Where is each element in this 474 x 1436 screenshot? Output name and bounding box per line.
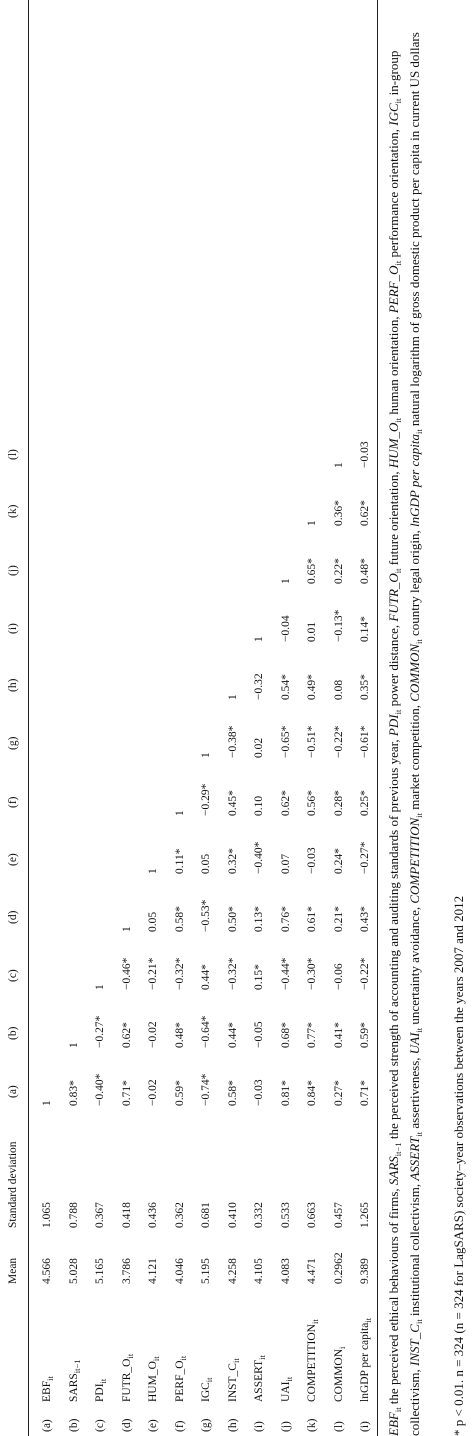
- table-row: [275, 0, 297, 1436]
- correlation-cell: 0.71*: [120, 1080, 133, 1106]
- correlation-cell: −0.30*: [306, 957, 318, 990]
- row-id: (d): [120, 1418, 133, 1432]
- header-col-letter: (d): [7, 910, 19, 924]
- correlation-cell: 0.62*: [279, 790, 292, 816]
- correlation-cell: −0.13*: [332, 609, 345, 642]
- correlation-cell: −0.32*: [173, 957, 186, 990]
- correlation-cell: 1: [226, 694, 239, 700]
- row-id: (k): [306, 1418, 318, 1432]
- row-standard-deviation: 0.681: [200, 1202, 212, 1228]
- row-variable: [354, 1318, 376, 1402]
- row-standard-deviation: 0.663: [306, 1202, 318, 1228]
- correlation-cell: −0.02: [147, 1079, 159, 1106]
- correlation-cell: 0.71*: [359, 1080, 371, 1106]
- correlation-cell: 1: [306, 520, 318, 526]
- correlation-cell: 0.68*: [279, 1022, 292, 1048]
- correlation-cell: 1: [67, 1042, 80, 1048]
- correlation-cell: 0.58*: [226, 1080, 239, 1106]
- correlation-cell: 1: [120, 926, 133, 932]
- correlation-cell: −0.02: [147, 1021, 159, 1048]
- correlation-cell: 0.35*: [359, 674, 371, 700]
- correlation-cell: −0.51*: [306, 725, 318, 758]
- correlation-cell: 0.49*: [306, 674, 318, 700]
- correlation-cell: 0.81*: [279, 1080, 292, 1106]
- variable-name: INST_C: [226, 1363, 239, 1402]
- variable-subscript: it: [230, 1358, 241, 1364]
- correlation-cell: −0.38*: [226, 725, 239, 758]
- row-mean: 3.786: [120, 1258, 133, 1284]
- correlation-cell: −0.40*: [94, 1073, 106, 1106]
- correlation-cell: 0.84*: [306, 1080, 318, 1106]
- correlation-cell: 0.15*: [253, 964, 265, 990]
- table-notes-significance: * p < 0.01. n = 324 (n = 324 for LagSARS) society–year observations between the years 2007 and 2012: [451, 895, 466, 1436]
- variable-name: FUTR_O: [120, 1358, 133, 1402]
- row-id: (l): [332, 1421, 345, 1432]
- correlation-cell: 1: [94, 984, 106, 990]
- correlation-cell: 0.36*: [332, 500, 345, 526]
- correlation-cell: 0.65*: [306, 558, 318, 584]
- correlation-cell: 0.11*: [173, 848, 186, 874]
- variable-subscript: it: [363, 1317, 373, 1323]
- table-row: [301, 0, 323, 1436]
- row-variable: [328, 1347, 350, 1402]
- row-mean: 4.083: [279, 1258, 292, 1284]
- correlation-cell: 0.83*: [67, 1080, 80, 1106]
- row-id: (i): [253, 1421, 265, 1432]
- table-row: [248, 0, 270, 1436]
- variable-name: COMPETITION: [306, 1324, 318, 1402]
- variable-subscript: it: [45, 1376, 55, 1381]
- variable-name: SARS: [67, 1373, 80, 1402]
- correlation-cell: 0.41*: [332, 1022, 345, 1048]
- row-standard-deviation: 0.418: [120, 1202, 133, 1228]
- row-variable: [301, 1319, 323, 1402]
- correlation-cell: 1: [173, 810, 186, 816]
- row-mean: 5.028: [67, 1258, 80, 1284]
- header-col-letter: (a): [7, 1085, 19, 1098]
- row-variable: [89, 1379, 111, 1402]
- row-standard-deviation: 0.362: [173, 1202, 186, 1228]
- correlation-cell: −0.40*: [253, 841, 265, 874]
- correlation-cell: −0.04: [279, 615, 292, 642]
- header-col-letter: (l): [7, 449, 19, 460]
- row-id: (j): [279, 1421, 292, 1432]
- correlation-cell: 0.48*: [359, 558, 371, 584]
- correlation-cell: −0.53*: [200, 899, 212, 932]
- table-row: [142, 0, 164, 1436]
- correlation-cell: 0.62*: [359, 500, 371, 526]
- variable-subscript: it: [204, 1377, 214, 1383]
- correlation-cell: −0.65*: [279, 725, 292, 758]
- row-mean: 4.471: [306, 1258, 318, 1284]
- correlation-cell: 0.07: [279, 853, 292, 874]
- correlation-cell: −0.21*: [147, 957, 159, 990]
- row-standard-deviation: 0.367: [94, 1202, 106, 1228]
- correlation-cell: 0.59*: [359, 1022, 371, 1048]
- variable-name: lnGDP per capita: [359, 1322, 371, 1402]
- row-mean: 4.121: [147, 1258, 159, 1284]
- row-standard-deviation: 0.533: [279, 1202, 292, 1228]
- row-standard-deviation: 0.788: [67, 1202, 80, 1228]
- row-id: (b): [67, 1418, 80, 1432]
- correlation-cell: 1: [279, 578, 292, 584]
- row-standard-deviation: 0.410: [226, 1202, 239, 1228]
- correlation-cell: 0.22*: [332, 558, 345, 584]
- correlation-cell: −0.27*: [94, 1015, 106, 1048]
- variable-name: PDI: [94, 1383, 106, 1402]
- correlation-cell: 0.21*: [332, 906, 345, 932]
- variable-name: COMMON: [332, 1348, 345, 1402]
- correlation-cell: 0.76*: [279, 906, 292, 932]
- row-variable: [195, 1377, 217, 1402]
- header-col-letter: (i): [7, 623, 19, 634]
- correlation-cell: 0.14*: [359, 616, 371, 642]
- correlation-cell: −0.46*: [120, 957, 133, 990]
- variable-subscript: it: [177, 1355, 188, 1361]
- header-standard-deviation: Standard deviation: [7, 1141, 19, 1228]
- table-row: [36, 0, 58, 1436]
- correlation-cell: 0.05: [200, 853, 212, 874]
- row-standard-deviation: 1.265: [359, 1202, 371, 1228]
- row-id: (h): [226, 1418, 239, 1432]
- correlation-cell: −0.03: [306, 847, 318, 874]
- correlation-cell: −0.32*: [226, 957, 239, 990]
- variable-subscript: it: [151, 1356, 161, 1362]
- correlation-cell: 0.44*: [200, 964, 212, 990]
- header-mean: Mean: [7, 1257, 19, 1284]
- row-id: (c): [94, 1419, 106, 1432]
- header-col-letter: (c): [7, 969, 19, 982]
- table-row: [169, 0, 191, 1436]
- table-row: [354, 0, 376, 1436]
- correlation-cell: 1: [41, 1100, 53, 1106]
- table-row: [89, 0, 111, 1436]
- correlation-cell: 0.10: [253, 795, 265, 816]
- row-variable: [63, 1359, 85, 1402]
- header-col-letter: (e): [7, 853, 19, 866]
- correlation-cell: 0.50*: [226, 906, 239, 932]
- correlation-cell: 0.27*: [332, 1080, 345, 1106]
- correlation-cell: −0.29*: [200, 783, 212, 816]
- correlation-cell: 0.13*: [253, 906, 265, 932]
- variable-subscript: it: [310, 1319, 320, 1325]
- correlation-cell: 0.32*: [226, 848, 239, 874]
- header-col-letter: (h): [7, 678, 19, 692]
- row-mean: 4.566: [41, 1258, 53, 1284]
- variable-name: PERF_O: [173, 1360, 186, 1402]
- variable-subscript: it−1: [71, 1359, 82, 1374]
- correlation-cell: −0.74*: [200, 1073, 212, 1106]
- correlation-cell: 0.45*: [226, 790, 239, 816]
- correlation-cell: −0.06: [332, 963, 345, 990]
- row-mean: 5.195: [200, 1258, 212, 1284]
- row-id: (g): [200, 1418, 212, 1432]
- variable-name: IGC: [200, 1382, 212, 1402]
- correlation-cell: 0.56*: [306, 790, 318, 816]
- row-variable: [116, 1354, 138, 1402]
- correlation-cell: 0.62*: [120, 1022, 133, 1048]
- correlation-cell: 0.44*: [226, 1022, 239, 1048]
- variable-subscript: i: [336, 1346, 347, 1349]
- correlation-cell: −0.64*: [200, 1015, 212, 1048]
- correlation-cell: 0.77*: [306, 1022, 318, 1048]
- correlation-cell: 1: [200, 752, 212, 758]
- variable-name: EBF: [41, 1380, 53, 1402]
- correlation-cell: 0.43*: [359, 906, 371, 932]
- correlation-cell: 1: [147, 868, 159, 874]
- header-col-letter: (j): [7, 565, 19, 576]
- row-mean: 4.046: [173, 1258, 186, 1284]
- row-mean: 4.258: [226, 1258, 239, 1284]
- table-row: [116, 0, 138, 1436]
- variable-name: HUM_O: [147, 1361, 159, 1402]
- variable-subscript: it: [98, 1378, 108, 1384]
- row-standard-deviation: 0.332: [253, 1202, 265, 1228]
- correlation-cell: 1: [332, 462, 345, 468]
- correlation-cell: −0.03: [359, 441, 371, 468]
- correlation-cell: 0.24*: [332, 848, 345, 874]
- correlation-cell: −0.44*: [279, 957, 292, 990]
- row-variable: [222, 1358, 244, 1402]
- correlation-cell: 0.25*: [359, 790, 371, 816]
- row-standard-deviation: 0.436: [147, 1202, 159, 1228]
- table-bottom-rule: [377, 0, 378, 1436]
- row-mean: 9.389: [359, 1258, 371, 1284]
- row-id: (i): [359, 1421, 371, 1432]
- correlation-cell: −0.32: [253, 673, 265, 700]
- row-id: (f): [173, 1420, 186, 1432]
- table-row: [63, 0, 85, 1436]
- table-row: [328, 0, 350, 1436]
- correlation-cell: 0.05: [147, 911, 159, 932]
- correlation-cell: −0.03: [253, 1079, 265, 1106]
- row-mean: 4.105: [253, 1258, 265, 1284]
- table-row: [222, 0, 244, 1436]
- correlation-cell: 0.54*: [279, 674, 292, 700]
- correlation-cell: 0.08: [332, 679, 345, 700]
- row-mean: 5.165: [94, 1258, 106, 1284]
- correlation-cell: 0.02: [253, 737, 265, 758]
- row-variable: [36, 1376, 58, 1402]
- row-standard-deviation: 0.457: [332, 1202, 345, 1228]
- header-col-letter: (b): [7, 1026, 19, 1040]
- row-variable: [169, 1356, 191, 1402]
- correlation-cell: 0.61*: [306, 906, 318, 932]
- variable-subscript: it: [124, 1353, 135, 1359]
- row-variable: [142, 1356, 164, 1402]
- row-variable: [275, 1377, 297, 1402]
- header-col-letter: (g): [7, 736, 19, 750]
- correlation-cell: −0.22*: [359, 957, 371, 990]
- variable-subscript: it: [283, 1376, 294, 1382]
- correlation-cell: 0.59*: [173, 1080, 186, 1106]
- variable-name: UAI: [279, 1381, 292, 1402]
- row-id: (e): [147, 1419, 159, 1432]
- variable-name: ASSERT: [253, 1359, 265, 1402]
- table-notes-definitions: $EBF_{it}$ the perceived ethical behaviours of firms, $SARS_{it-1}$ the perceived strength of accounting and auditing standards of previous year, $PDI_{it}$ power distance, $FUTR\_O_{it}$ future orientation, $HUM\_O_{it}$ human orientation, $PERF\_O_{it}$ performance orientation, $IGC_{it}$ in-group collectivism, $INST\_C_{it}$ institutional collectivism, $ASSERT_{it}$ assertiveness, $UAI_{it}$ uncertainty avoidance, $COMPETITION_{it}$ market competition, $COMMON_{it}$ country legal origin, lnGDP per capita$_{it}$ natural logarithm of gross domestic product per capita in current US dollars: [386, 32, 424, 1436]
- row-mean: 0.2962: [332, 1252, 345, 1284]
- correlation-cell: −0.27*: [359, 841, 371, 874]
- correlation-cell: −0.22*: [332, 725, 345, 758]
- header-col-letter: (f): [7, 796, 19, 808]
- row-standard-deviation: 1.065: [41, 1202, 53, 1228]
- header-col-letter: (k): [7, 504, 19, 518]
- correlation-cell: 1: [253, 636, 265, 642]
- correlation-cell: 0.01: [306, 621, 318, 642]
- correlation-cell: 0.48*: [173, 1022, 186, 1048]
- correlation-cell: −0.61*: [359, 725, 371, 758]
- correlation-cell: 0.58*: [173, 906, 186, 932]
- correlation-cell: −0.05: [253, 1021, 265, 1048]
- correlation-cell: 0.28*: [332, 790, 345, 816]
- row-variable: [248, 1355, 270, 1402]
- row-id: (a): [41, 1419, 53, 1432]
- header-rule: [28, 0, 29, 1436]
- table-header: [2, 0, 24, 1436]
- variable-subscript: it: [257, 1355, 267, 1360]
- table-row: [195, 0, 217, 1436]
